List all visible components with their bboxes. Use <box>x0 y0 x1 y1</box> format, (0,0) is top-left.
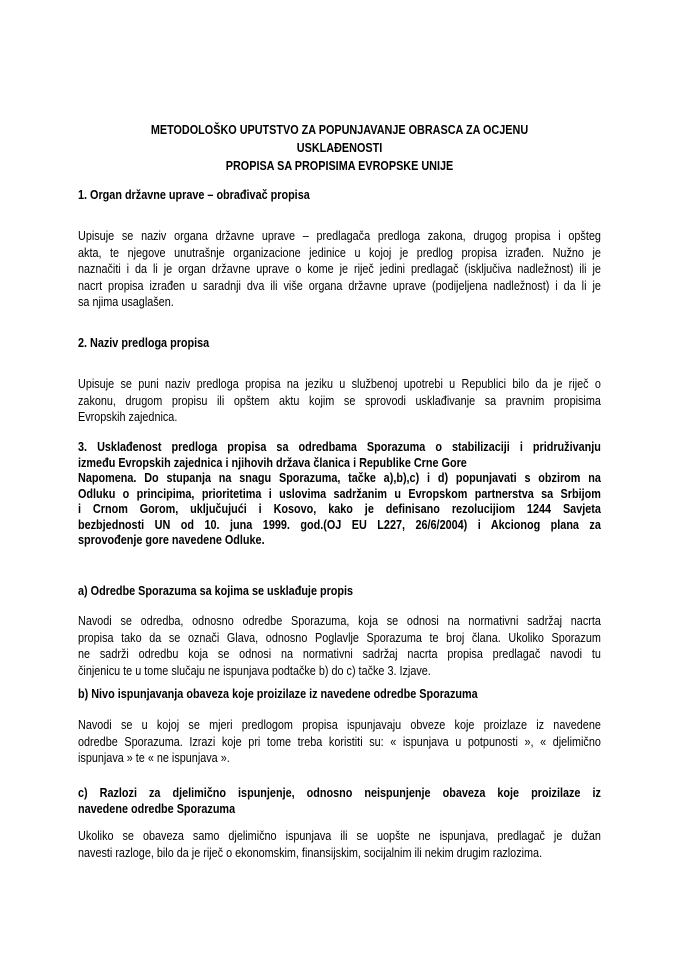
paragraph-line: zakonu, drugom propisu ili opštem aktu kojim se sprovodi usklađivanje sa pravnim propisima <box>78 393 601 408</box>
paragraph-line: Ukoliko se obaveza samo djelimično ispunjava ili se uopšte ne ispunjava, predlagač je dužan <box>78 829 601 843</box>
section-1-heading: 1. Organ državne uprave – obrađivač propisa <box>78 188 310 202</box>
section-a-paragraph <box>78 613 601 679</box>
paragraph-line: Upisuje se puni naziv predloga propisa na jeziku u službenoj upotrebi u Republici bilo da je riječ o <box>78 377 601 391</box>
section-b-heading: b) Nivo ispunjavanja obaveza koje proizilaze iz navedene odredbe Sporazuma <box>78 687 478 701</box>
paragraph-line: bezbjednosti UN od 10. juna 1999. god.(OJ EU L227, 26/6/2004) i Akcionog plana za <box>78 517 601 532</box>
heading-line: c) Razlozi za djelimično ispunjenje, odnosno neispunjenje obaveza koje proizilaze iz <box>78 786 601 800</box>
section-2-heading: 2. Naziv predloga propisa <box>78 336 210 350</box>
paragraph-line: akta, te njegove unutrašnje organizacione jedinice u kojoj je predlog propisa izrađen. Nužno je <box>78 245 601 260</box>
paragraph-line: odredbe Sporazuma. Izrazi koje pri tome treba koristiti su: « ispunjava u potpunosti », « djelimično <box>78 734 601 749</box>
section-c-heading <box>78 786 601 817</box>
paragraph-line: naznačiti i da li je organ državne uprave o kome je riječ jedini predlagač (isključiva nadležnost) ili je <box>78 262 601 276</box>
paragraph-line: Napomena. Do stupanja na snagu Sporazuma, tačke a),b),c) i d) popunjavati s obzirom na <box>78 471 601 485</box>
paragraph-line: Navodi se odredba, odnosno odredbe Sporazuma, koja se odnosi na normativni sadržaj nacrta <box>78 614 601 628</box>
section-a-heading: a) Odredbe Sporazuma sa kojima se usklađuje propis <box>78 584 354 598</box>
paragraph-line: Odluku o principima, prioritetima i uslovima sadržanim u Evropskom partnerstva sa Srbijom <box>78 486 601 501</box>
document-title <box>115 121 565 175</box>
section-1-paragraph <box>78 228 601 311</box>
paragraph-line: između Evropskih zajednica i njihovih država članica i Republike Crne Gore <box>78 455 467 470</box>
paragraph-line: Navodi se u kojoj se mjeri predlogom propisa ispunjavaju obveze koje proizlaze iz navedene <box>78 718 601 732</box>
section-2-paragraph <box>78 376 601 426</box>
paragraph-line: sprovođenje gore navedene Odluke. <box>78 533 265 547</box>
paragraph-line: nacrt propisa izrađen u saradnji dva ili više organa državne uprave (podijeljena nadležnost) i da li je <box>78 278 601 293</box>
paragraph-line: Upisuje se naziv organa državne uprave – predlagača predloga zakona, drugog propisa i opšteg <box>78 229 601 243</box>
section-b-paragraph <box>78 717 601 767</box>
paragraph-line: Evropskih zajednica. <box>78 410 178 424</box>
heading-line: navedene odredbe Sporazuma <box>78 801 236 816</box>
section-c-paragraph <box>78 828 601 861</box>
section-3-block <box>78 440 601 549</box>
paragraph-line: propisa tako da se označi Glava, odnosno Poglavlje Sporazuma te broj člana. Ukoliko Sporazum <box>78 630 601 645</box>
paragraph-line: i Crnom Gorom, uključujući i Kosovo, kako je definisano rezolucijiom 1244 Savjeta <box>78 502 601 516</box>
paragraph-line: činjenicu te u tome slučaju ne ispunjava podtačke b) do c) tačke 3. Izjave. <box>78 663 431 678</box>
title-line: METODOLOŠKO UPUTSTVO ZA POPUNJAVANJE OBRASCA ZA OCJENU USKLAĐENOSTI <box>150 123 529 155</box>
paragraph-line: ispunjava » te « ne ispunjava ». <box>78 751 230 765</box>
paragraph-line: sa njima usaglašen. <box>78 295 174 309</box>
paragraph-line: 3. Usklađenost predloga propisa sa odredbama Sporazuma o stabilizaciji i pridruživanju <box>78 440 601 454</box>
paragraph-line: navesti razloge, bilo da je riječ o ekonomskim, finansijskim, socijalnim ili nekim drugim razlozima. <box>78 845 543 860</box>
title-line: PROPISA SA PROPISIMA EVROPSKE UNIJE <box>225 159 454 173</box>
paragraph-line: ne sadrži odredbu koja se odnosi na normativni sadržaj nacrta propisa predlagač navodi tu <box>78 647 601 661</box>
